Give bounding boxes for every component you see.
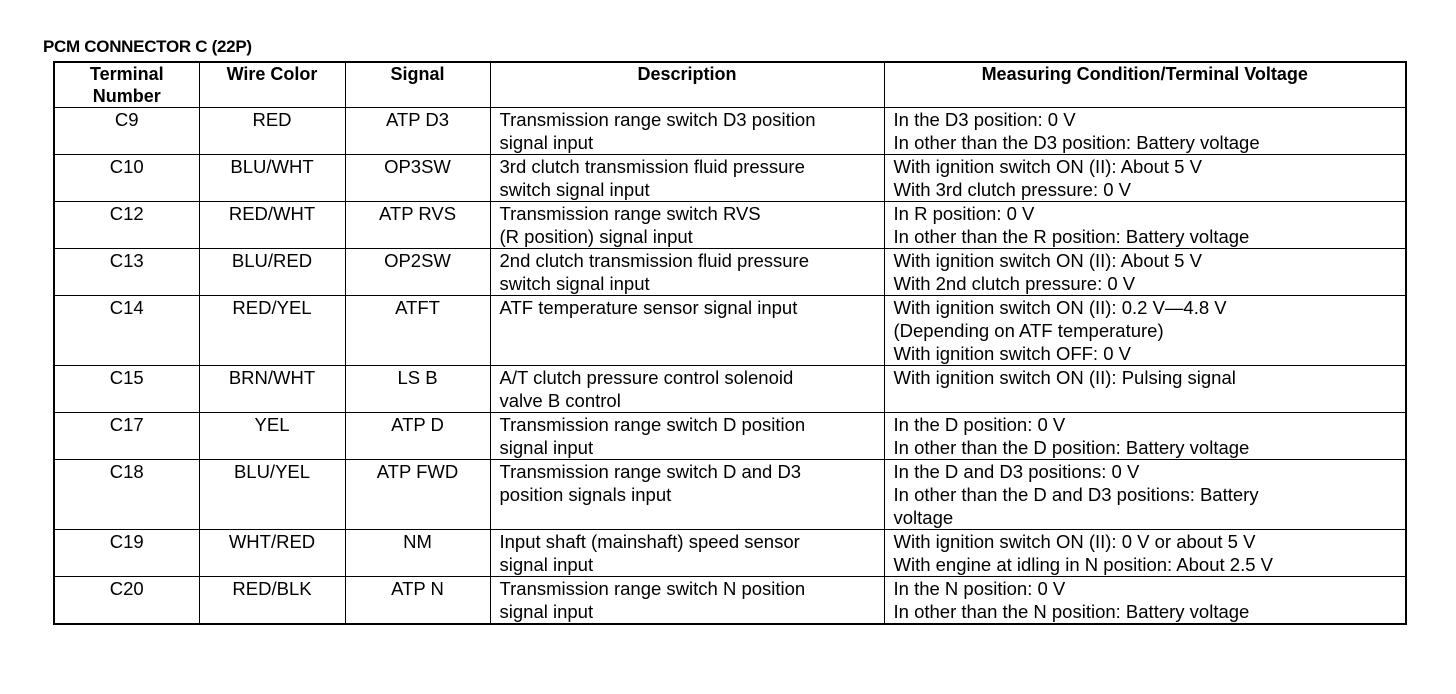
measuring-cell: With ignition switch ON (II): About 5 V With 2nd clutch pressure: 0 V <box>884 249 1406 296</box>
signal-cell: OP2SW <box>345 249 490 296</box>
terminal-cell: C12 <box>54 202 199 249</box>
wire-color-cell: RED/WHT <box>199 202 345 249</box>
terminal-cell: C19 <box>54 530 199 577</box>
description-cell: Transmission range switch D and D3 position signals input <box>490 460 884 530</box>
measuring-cell: With ignition switch ON (II): Pulsing signal <box>884 366 1406 413</box>
table-row <box>54 108 1406 155</box>
signal-cell: ATP N <box>345 577 490 625</box>
pcm-connector-table <box>53 61 1407 625</box>
measuring-cell: With ignition switch ON (II): About 5 V With 3rd clutch pressure: 0 V <box>884 155 1406 202</box>
header-description: Description <box>490 62 884 108</box>
connector-title: PCM CONNECTOR C (22P) <box>43 37 252 56</box>
terminal-cell: C18 <box>54 460 199 530</box>
description-cell: Transmission range switch D position signal input <box>490 413 884 460</box>
signal-cell: ATP D3 <box>345 108 490 155</box>
measuring-cell: In the N position: 0 V In other than the N position: Battery voltage <box>884 577 1406 625</box>
description-cell: Transmission range switch D3 position signal input <box>490 108 884 155</box>
terminal-cell: C10 <box>54 155 199 202</box>
measuring-cell: With ignition switch ON (II): 0 V or about 5 V With engine at idling in N position: About 2.5 V <box>884 530 1406 577</box>
table-row <box>54 202 1406 249</box>
measuring-cell: In the D3 position: 0 V In other than the D3 position: Battery voltage <box>884 108 1406 155</box>
description-cell: Transmission range switch RVS (R position) signal input <box>490 202 884 249</box>
description-cell: ATF temperature sensor signal input <box>490 296 884 366</box>
signal-cell: NM <box>345 530 490 577</box>
wire-color-cell: BLU/WHT <box>199 155 345 202</box>
signal-cell: ATP D <box>345 413 490 460</box>
measuring-cell: In the D position: 0 V In other than the D position: Battery voltage <box>884 413 1406 460</box>
table-row <box>54 296 1406 366</box>
wire-color-cell: RED/BLK <box>199 577 345 625</box>
signal-cell: OP3SW <box>345 155 490 202</box>
terminal-cell: C9 <box>54 108 199 155</box>
measuring-cell: In R position: 0 V In other than the R position: Battery voltage <box>884 202 1406 249</box>
description-cell: 3rd clutch transmission fluid pressure switch signal input <box>490 155 884 202</box>
terminal-cell: C14 <box>54 296 199 366</box>
description-cell: Input shaft (mainshaft) speed sensor signal input <box>490 530 884 577</box>
signal-cell: ATFT <box>345 296 490 366</box>
signal-cell: LS B <box>345 366 490 413</box>
table-row <box>54 460 1406 530</box>
description-cell: 2nd clutch transmission fluid pressure switch signal input <box>490 249 884 296</box>
measuring-cell: With ignition switch ON (II): 0.2 V—4.8 V (Depending on ATF temperature) With ignition switch OFF: 0 V <box>884 296 1406 366</box>
wire-color-cell: BRN/WHT <box>199 366 345 413</box>
signal-cell: ATP RVS <box>345 202 490 249</box>
wire-color-cell: WHT/RED <box>199 530 345 577</box>
table-row <box>54 366 1406 413</box>
signal-cell: ATP FWD <box>345 460 490 530</box>
measuring-cell: In the D and D3 positions: 0 V In other than the D and D3 positions: Battery voltage <box>884 460 1406 530</box>
table-row <box>54 577 1406 625</box>
table-header-row <box>54 62 1406 108</box>
terminal-cell: C15 <box>54 366 199 413</box>
wire-color-cell: BLU/RED <box>199 249 345 296</box>
table-row <box>54 249 1406 296</box>
header-signal: Signal <box>345 62 490 108</box>
terminal-cell: C13 <box>54 249 199 296</box>
terminal-cell: C17 <box>54 413 199 460</box>
table-row <box>54 155 1406 202</box>
description-cell: Transmission range switch N position signal input <box>490 577 884 625</box>
header-wire-color: Wire Color <box>199 62 345 108</box>
description-cell: A/T clutch pressure control solenoid valve B control <box>490 366 884 413</box>
terminal-cell: C20 <box>54 577 199 625</box>
table-row <box>54 530 1406 577</box>
wire-color-cell: YEL <box>199 413 345 460</box>
header-terminal-number: Terminal Number <box>54 62 199 108</box>
table-row <box>54 413 1406 460</box>
wire-color-cell: BLU/YEL <box>199 460 345 530</box>
wire-color-cell: RED/YEL <box>199 296 345 366</box>
header-measuring-condition: Measuring Condition/Terminal Voltage <box>884 62 1406 108</box>
wire-color-cell: RED <box>199 108 345 155</box>
